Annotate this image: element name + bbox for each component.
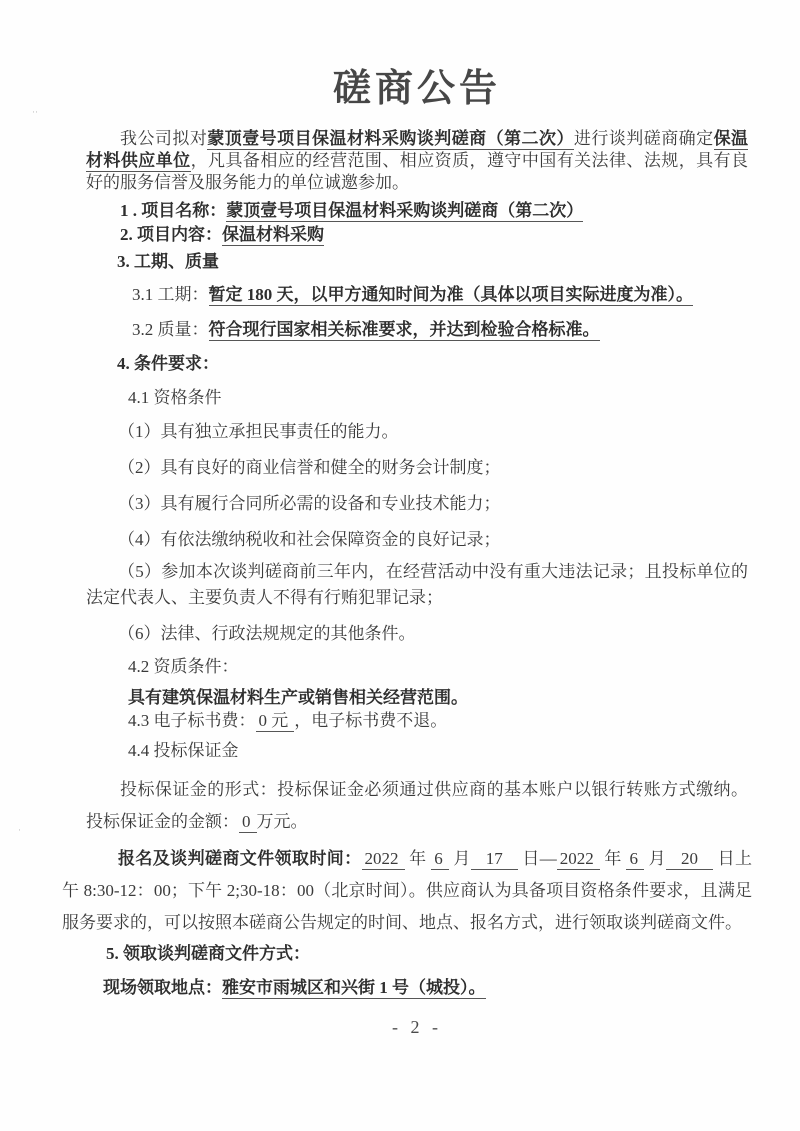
item-project-name: [120, 199, 748, 222]
intro-prefix: 我公司拟对: [120, 129, 208, 148]
section-4-1-heading: 4.1 资格条件: [128, 388, 222, 407]
item-duration: [132, 283, 748, 307]
signup-month-start: 6: [431, 849, 449, 870]
item-bid-doc-fee-amount: 0 元: [256, 711, 295, 732]
condition-item: （6）法律、行政法规规定的其他条件。: [118, 624, 416, 643]
pickup-location-value: 雅安市雨城区和兴街 1 号（城投）。: [222, 978, 486, 997]
signup-separator: 月: [643, 849, 667, 868]
scan-artifact: ··: [32, 107, 38, 117]
item-duration-label: 3.1 工期：: [132, 285, 209, 304]
deposit-text-suffix: 万元。: [256, 812, 308, 831]
item-project-content-label: 2. 项目内容：: [120, 225, 222, 244]
signup-separator: 月: [448, 849, 471, 868]
item-project-name-label: 1 . 项目名称：: [120, 201, 227, 220]
item-bid-doc-fee-rest: ，电子标书费不退。: [294, 711, 448, 730]
item-duration-value: 暂定 180 天，以甲方通知时间为准（具体以项目实际进度为准）。: [208, 285, 693, 304]
item-bid-doc-fee: [128, 709, 748, 732]
item-project-content: [120, 223, 748, 246]
deposit-amount: 0: [239, 812, 257, 833]
item-project-name-value: 蒙顶壹号项目保温材料采购谈判磋商（第二次）: [226, 201, 584, 220]
signup-separator: 年: [599, 849, 627, 868]
item-quality: [132, 318, 748, 342]
deposit-text: 投标保证金的形式：投标保证金必须通过供应商的基本账户以银行转账方式缴纳。投标保证金的金额：: [86, 780, 748, 831]
pickup-location-label: 现场领取地点：: [103, 978, 222, 997]
signup-separator: 年: [404, 849, 432, 868]
condition-item: （2）具有良好的商业信誉和健全的财务会计制度；: [118, 458, 501, 477]
pickup-location-line: [103, 976, 748, 1000]
section-4-2-heading: 4.2 资质条件：: [128, 657, 239, 676]
signup-month-end: 6: [626, 849, 644, 870]
intro-middle: 进行谈判磋商确定: [573, 129, 714, 148]
signup-label: 报名及谈判磋商文件领取时间：: [118, 849, 362, 868]
condition-item: （1）具有独立承担民事责任的能力。: [118, 422, 399, 441]
signup-year-end: 2022: [557, 849, 600, 870]
section-3-heading: 3. 工期、质量: [117, 252, 219, 271]
intro-supplier: 保温材料供应单位: [86, 129, 749, 170]
deposit-paragraph: [86, 774, 748, 838]
signup-rest: 日上午 8:30-12：00；下午 2;30-18：00（北京时间）。供应商认为具备项目资格条件要求，且满足服务要求的，可以按照本磋商公告规定的时间、地点、报名方式，进行领取谈判磋商文件。: [62, 849, 753, 932]
item-quality-label: 3.2 质量：: [132, 320, 209, 339]
item-bid-doc-fee-label: 4.3 电子标书费：: [128, 711, 256, 730]
section-4-4-heading: 4.4 投标保证金: [128, 741, 239, 760]
signup-separator: 日—: [517, 849, 557, 868]
page-number: - 2 -: [392, 1017, 442, 1037]
intro-paragraph: [86, 128, 748, 194]
condition-item: （4）有依法缴纳税收和社会保障资金的良好记录；: [118, 530, 501, 549]
signup-year-start: 2022: [362, 849, 405, 870]
condition-item: （5）参加本次谈判磋商前三年内，在经营活动中没有重大违法记录；且投标单位的法定代表人、主要负责人不得有行贿犯罪记录；: [86, 562, 748, 607]
intro-rest: ，凡具备相应的经营范围、相应资质，遵守中国有关法律、法规，具有良好的服务信誉及服务能力的单位诚邀参加。: [86, 151, 749, 192]
signup-day-end: 20: [666, 849, 713, 870]
signup-paragraph: [62, 843, 752, 939]
intro-project-name: 蒙顶壹号项目保温材料采购谈判磋商（第二次）: [207, 129, 574, 148]
scan-artifact: ·: [18, 825, 21, 835]
condition-item: （3）具有履行合同所必需的设备和专业技术能力；: [118, 494, 501, 513]
signup-day-start: 17: [471, 849, 518, 870]
item-project-content-value: 保温材料采购: [222, 225, 324, 244]
business-scope-requirement: 具有建筑保温材料生产或销售相关经营范围。: [128, 688, 468, 707]
item-quality-value: 符合现行国家相关标准要求，并达到检验合格标准。: [208, 320, 600, 339]
document-content: [0, 64, 800, 1038]
page-title: 磋商公告: [332, 68, 501, 110]
section-4-heading: 4. 条件要求：: [117, 354, 219, 373]
section-5-heading: 5. 领取谈判磋商文件方式：: [106, 944, 310, 963]
